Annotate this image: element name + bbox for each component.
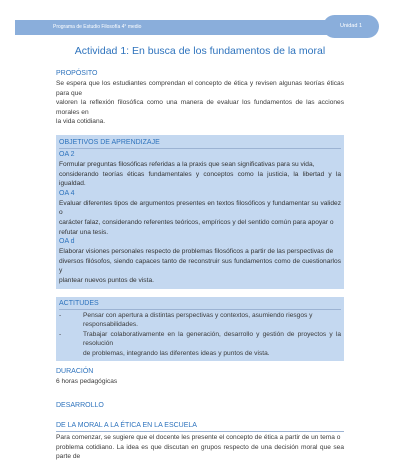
oa-text-line: carácter falaz, considerando referentes teóricos, empíricos y del sentido común para apoyar o <box>59 218 334 226</box>
dash-bullet-icon: - <box>59 330 62 338</box>
oa-text-line: diversos filósofos, siendo capaces tanto de reconstruir sus fundamentos como de cuestionarlos y <box>59 257 341 275</box>
moral-etica-section <box>56 421 344 462</box>
proposito-section <box>56 69 344 127</box>
desarrollo-heading: DESARROLLO <box>56 402 104 410</box>
section-line: Para comenzar, se sugiere que el docente les presente el concepto de ética a partir de un tema o <box>56 434 341 442</box>
actitud-line: de problemas, integrando las diferentes ideas y puntos de vista. <box>83 349 270 357</box>
oa-code: OA 2 <box>59 150 75 158</box>
document-body <box>56 69 344 462</box>
proposito-line: Se espera que los estudiantes comprendan el concepto de ética y revisen algunas teorías éticas para que <box>56 80 344 97</box>
proposito-line: valoren la reflexión filosófica como una manera de evaluar los fundamentos de las acciones morales en <box>56 99 344 116</box>
list-item <box>59 330 341 359</box>
unit-badge: Unidad 1 <box>323 15 379 38</box>
oa-text-line: Elaborar visiones personales respecto de problemas filosóficos a partir de las perspectivas de <box>59 248 334 256</box>
oa-text-line: Evaluar diferentes tipos de argumentos presentes en textos filosóficos y fundamentar su validez o <box>59 199 341 217</box>
actitud-line: Pensar con apertura a distintas perspectivas y contextos, asumiendo riesgos y <box>83 311 313 319</box>
section-heading: DE LA MORAL A LA ÉTICA EN LA ESCUELA <box>56 422 197 430</box>
proposito-line: la vida cotidiana. <box>56 118 106 126</box>
proposito-heading: PROPÓSITO <box>56 70 98 77</box>
duracion-heading: DURACIÓN <box>56 368 94 376</box>
oa-code: OA 4 <box>59 189 75 197</box>
list-item <box>59 311 341 330</box>
actitudes-box <box>56 297 344 362</box>
oa-text-line: plantear nuevos puntos de vista. <box>59 276 154 284</box>
page-header <box>0 0 400 40</box>
oa-text-line: Formular preguntas filosóficas referidas a la praxis que sean significativas para su vida, <box>59 160 315 168</box>
duracion-section <box>56 367 344 387</box>
oa-text-line: considerando teorías éticas fundamentales y conceptos como la justicia, la libertad y la igualdad. <box>59 170 341 188</box>
duracion-text: 6 horas pedagógicas <box>56 378 118 386</box>
dash-bullet-icon: - <box>59 311 62 319</box>
activity-title: Actividad 1: En busca de los fundamentos de la moral <box>74 45 326 57</box>
oa-text-line: refutar una tesis. <box>59 228 109 236</box>
program-title: Programa de Estudio Filosofía 4° medio <box>53 24 142 30</box>
actitud-line: Trabajar colaborativamente en la generación, desarrollo y gestión de proyectos y la resolución <box>83 330 341 348</box>
actitudes-heading: ACTITUDES <box>59 299 99 307</box>
actitud-line: responsabilidades. <box>83 321 138 329</box>
objetivos-heading: OBJETIVOS DE APRENDIZAJE <box>59 138 160 146</box>
objetivos-box <box>56 135 344 289</box>
header-band <box>15 20 333 35</box>
section-line: problema cotidiano. La idea es que discutan en grupos respecto de una decisión moral que sea parte de <box>56 443 344 461</box>
oa-code: OA d <box>59 238 75 246</box>
